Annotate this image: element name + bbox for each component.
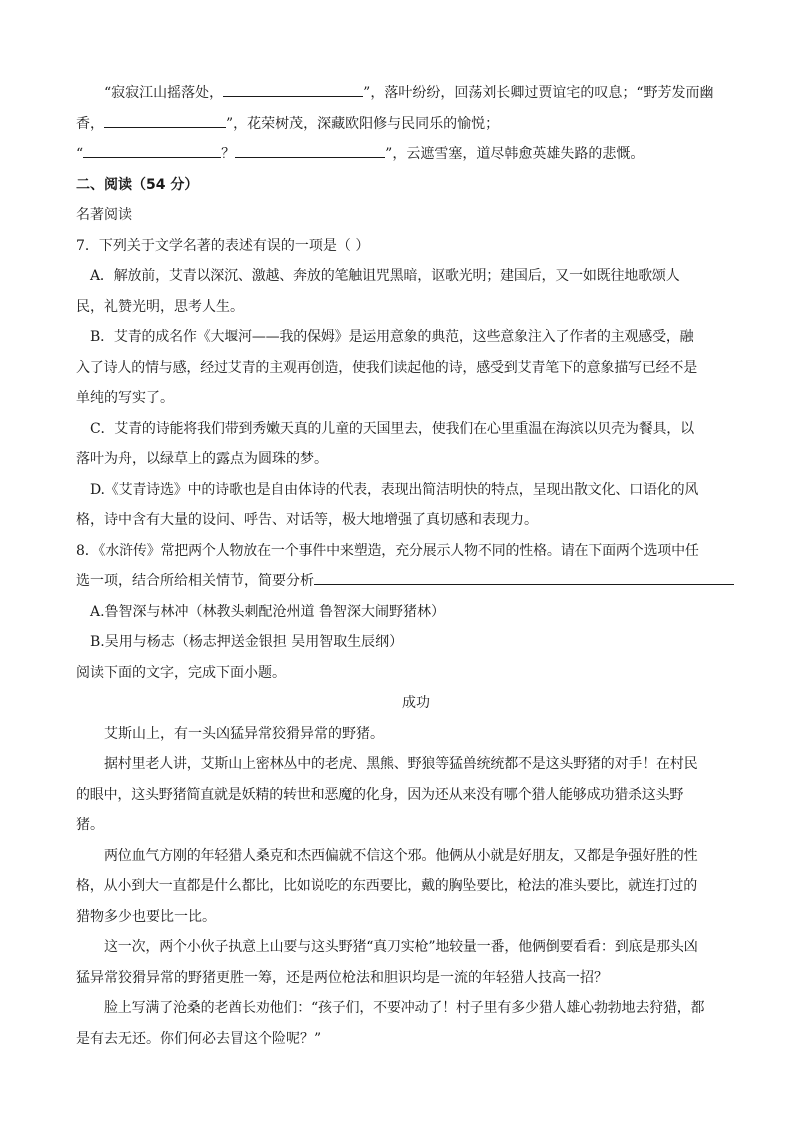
- poem-fill-text: “寂寂江山摇落处，: [104, 85, 224, 101]
- passage-paragraph: 艾斯山上，有一头凶猛异常狡猾异常的野猪。: [104, 725, 384, 742]
- passage-paragraph-cont: 猛异常狡猾异常的野猪更胜一筹，还是两位枪法和胆识均是一流的年轻猎人技高一招？: [76, 969, 608, 986]
- question-8-text: 选一项，结合所给相关情节，简要分析: [76, 573, 314, 589]
- poem-fill-line-3: [76, 139, 756, 170]
- answer-blank[interactable]: [83, 142, 221, 158]
- poem-fill-text: 香，: [76, 115, 104, 132]
- question-7-option-b-cont: 单纯的写实了。: [76, 390, 174, 406]
- answer-blank[interactable]: [235, 142, 385, 158]
- reading-intro: 阅读下面的文字，完成下面小题。: [76, 664, 286, 681]
- question-8-stem-cont: [76, 566, 756, 597]
- question-8-stem: 8．《水浒传》常把两个人物放在一个事件中来塑造，充分展示人物不同的性格。请在下面两个选项中任: [76, 542, 699, 559]
- question-7-option-a: A．解放前，艾青以深沉、激越、奔放的笔触诅咒黑暗，讴歌光明；建国后，又一如既往地歌颂人: [90, 268, 680, 284]
- passage-paragraph: 这一次，两个小伙子执意上山要与这头野猪“真刀实枪”地较量一番，他俩倒要看看：到底是那头凶: [104, 939, 698, 955]
- question-7-stem: 7．下列关于文学名著的表述有误的一项是（ ）: [76, 237, 370, 254]
- answer-blank[interactable]: [104, 112, 226, 128]
- question-8-option-a: A.鲁智深与林冲（林教头刺配沧州道 鲁智深大闹野猪林）: [90, 603, 446, 620]
- answer-blank[interactable]: [314, 569, 734, 585]
- passage-paragraph: 脸上写满了沧桑的老酋长劝他们：“孩子们，不要冲动了！村子里有多少猎人雄心勃勃地去狩猎，都: [104, 1000, 705, 1016]
- passage-paragraph-cont: 猎物多少也要比一比。: [76, 908, 216, 925]
- section-heading: 二、阅读（54 分）: [76, 176, 199, 193]
- question-7-option-b-cont: 入了诗人的情与感，经过艾青的主观再创造，使我们读起他的诗，感受到艾青笔下的意象描写已经不是: [76, 359, 697, 376]
- poem-fill-line-2: [76, 109, 756, 140]
- passage-paragraph-cont: 的眼中，这头野猪简直就是妖精的转世和恶魔的化身，因为还从来没有哪个猎人能够成功猎杀这头野: [76, 786, 684, 803]
- poem-fill-text: “: [76, 146, 84, 162]
- section-subheading: 名著阅读: [76, 207, 132, 223]
- poem-fill-text: ”，云遮雪塞，道尽韩愈英雄失路的悲慨。: [385, 146, 645, 162]
- question-7-option-c-cont: 落叶为舟，以绿草上的露点为圆珠的梦。: [76, 451, 328, 467]
- question-7-option-a-cont: 民，礼赞光明，思考人生。: [76, 298, 244, 315]
- poem-fill-text: ”，花荣树茂，深藏欧阳修与民同乐的愉悦；: [226, 115, 500, 132]
- document-page: [76, 78, 756, 1054]
- passage-paragraph: 两位血气方刚的年轻猎人桑克和杰西偏就不信这个邪。他俩从小就是好朋友，又都是争强好胜的性: [104, 847, 698, 864]
- passage-paragraph-cont: 是有去无还。你们何必去冒这个险呢？”: [76, 1030, 322, 1047]
- passage-paragraph: 据村里老人讲，艾斯山上密林丛中的老虎、黑熊、野狼等猛兽统统都不是这头野猪的对手！在村民: [104, 756, 698, 772]
- passage-paragraph-cont: 格，从小到大一直都是什么都比，比如说吃的东西要比，戴的胸坠要比，枪法的准头要比，就连打过的: [76, 878, 697, 894]
- passage-title: 成功: [402, 695, 430, 711]
- poem-fill-line-1: [76, 78, 756, 109]
- poem-fill-text: ”，落叶纷纷，回荡刘长卿过贾谊宅的叹息；“野芳发而幽: [363, 85, 714, 101]
- question-7-option-d: D.《艾青诗选》中的诗歌也是自由体诗的代表，表现出简洁明快的特点，呈现出散文化、口语化的风: [90, 481, 699, 498]
- question-8-option-b: B.吴用与杨志（杨志押送金银担 吴用智取生辰纲）: [90, 634, 404, 650]
- question-7-option-d-cont: 格，诗中含有大量的设问、呼告、对话等，极大地增强了真切感和表现力。: [76, 512, 538, 528]
- answer-blank[interactable]: [223, 81, 363, 97]
- poem-fill-text: ？: [221, 146, 236, 162]
- question-7-option-c: C．艾青的诗能将我们带到秀嫩天真的儿童的天国里去，使我们在心里重温在海滨以贝壳为餐具，以: [90, 420, 694, 437]
- question-7-option-b: B．艾青的成名作《大堰河——我的保姆》是运用意象的典范，这些意象注入了作者的主观感受，融: [90, 329, 694, 345]
- passage-paragraph-cont: 猪。: [76, 817, 104, 833]
